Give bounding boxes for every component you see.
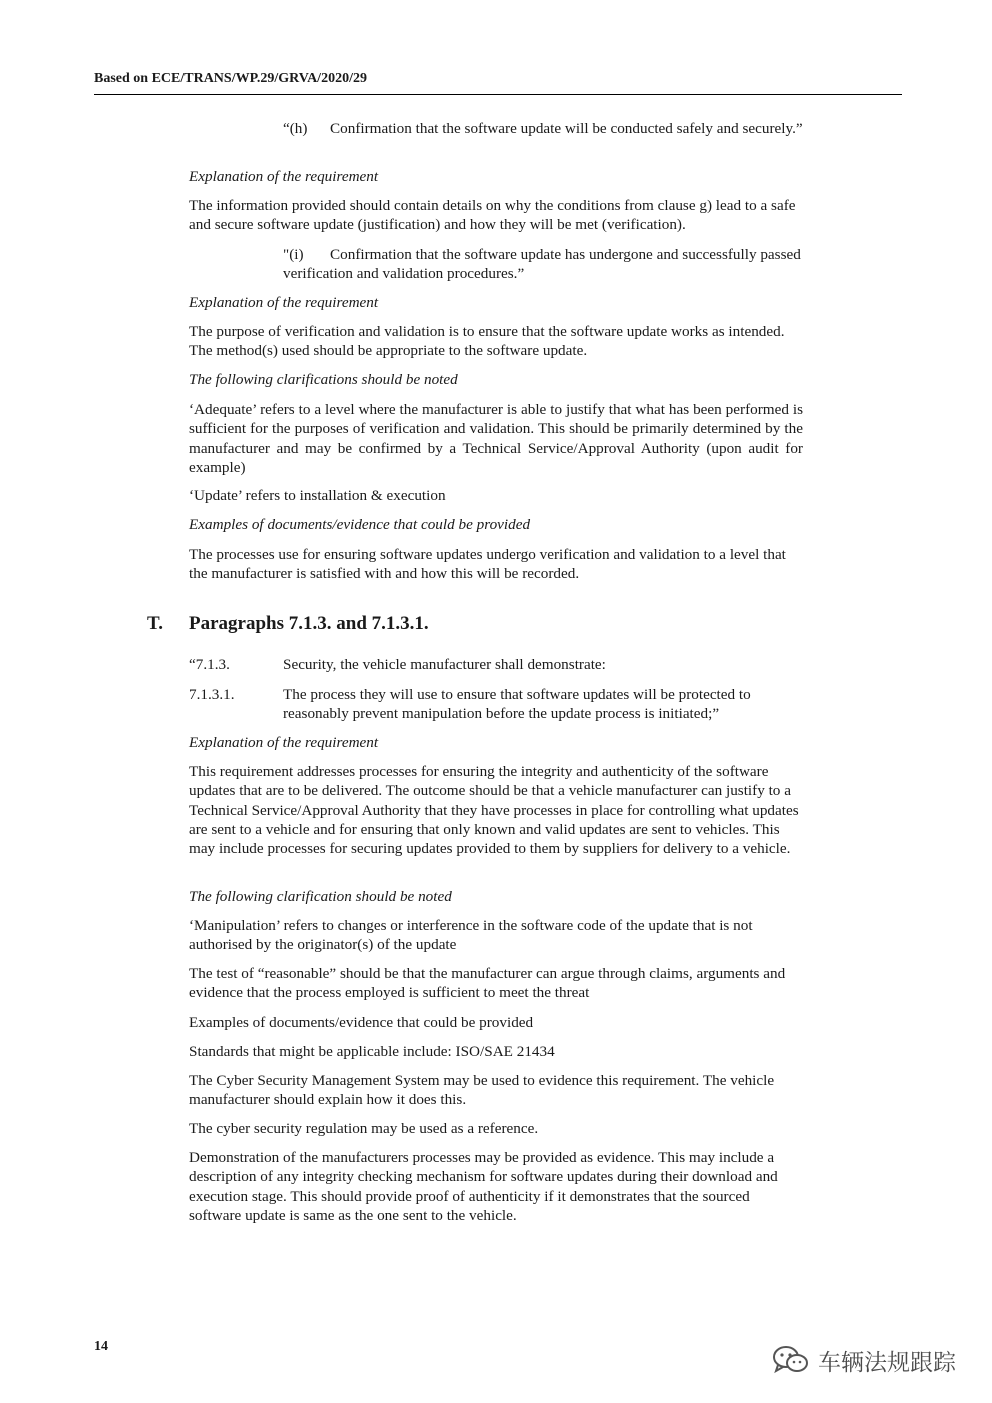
explanation-text-3: This requirement addresses processes for ensuring the integrity and authenticity of the software updates that are to be delivered. The outcome should be that a vehicle manufacturer can justify to a Technical Service/Approval Authority that they have processes in place for controlling what updates are sent to a vehicle and for ensuring that only known and valid updates are sent to vehicles. This may include processes for securing updates provided to them by suppliers for delivery to a vehicle. bbox=[189, 763, 799, 858]
quote-h bbox=[283, 119, 803, 138]
demonstration-text: Demonstration of the manufacturers processes may be provided as evidence. This may include a description of any integrity checking mechanism for software updates during their download and execution stage. This should provide proof of authenticity if it demonstrates that the sourced software update is same as the one sent to the vehicle. bbox=[189, 1149, 778, 1224]
clarification-heading-2: The following clarification should be noted bbox=[189, 888, 452, 905]
paragraph-7-1-3-1 bbox=[189, 685, 803, 725]
examples-text-1: The processes use for ensuring software updates undergo verification and validation to a level that the manufacturer is satisfied with and how this will be recorded. bbox=[189, 546, 786, 583]
explanation-text-1: The information provided should contain details on why the conditions from clause g) lead to a safe and secure software update (justification) and how they will be met (verification). bbox=[189, 197, 796, 234]
paragraph-number: 7.1.3.1. bbox=[189, 686, 235, 703]
document-header: Based on ECE/TRANS/WP.29/GRVA/2020/29 bbox=[94, 71, 367, 86]
explanation-heading-2: Explanation of the requirement bbox=[189, 294, 379, 311]
section-title: Paragraphs 7.1.3. and 7.1.3.1. bbox=[189, 613, 429, 634]
explanation-heading-3: Explanation of the requirement bbox=[189, 734, 379, 751]
adequate-definition: ‘Adequate’ refers to a level where the manufacturer is able to justify that what has been performed is sufficient for the purposes of verification and validation. This should be primarily determined by the manufacturer and may be confirmed by a Technical Service/Approval Authority (upon audit for example) bbox=[189, 401, 803, 476]
section-letter: T. bbox=[147, 613, 164, 634]
examples-heading-2: Examples of documents/evidence that could be provided bbox=[189, 1014, 534, 1031]
update-definition: ‘Update’ refers to installation & execution bbox=[189, 487, 446, 504]
quote-i bbox=[283, 245, 803, 284]
watermark-text: 车辆法规跟踪 bbox=[818, 1349, 956, 1376]
explanation-heading-1: Explanation of the requirement bbox=[189, 168, 379, 185]
quote-h-label: “(h) bbox=[283, 120, 308, 137]
quote-h-text: Confirmation that the software update will be conducted safely and securely.” bbox=[330, 120, 803, 137]
standards-text: Standards that might be applicable include: ISO/SAE 21434 bbox=[189, 1043, 555, 1060]
wechat-icon bbox=[772, 1345, 810, 1375]
quote-i-label: "(i) bbox=[283, 246, 304, 263]
header-divider bbox=[94, 94, 902, 95]
paragraph-text: Security, the vehicle manufacturer shall demonstrate: bbox=[283, 656, 606, 673]
paragraph-number: “7.1.3. bbox=[189, 656, 230, 673]
watermark bbox=[772, 1344, 956, 1376]
paragraph-text: The process they will use to ensure that software updates will be protected to reasonably prevent manipulation before the update process is initiated;” bbox=[283, 686, 751, 723]
explanation-text-2: The purpose of verification and validation is to ensure that the software update works as intended. The method(s) used should be appropriate to the software update. bbox=[189, 323, 785, 360]
csms-text: The Cyber Security Management System may be used to evidence this requirement. The vehicle manufacturer should explain how it does this. bbox=[189, 1072, 775, 1109]
quote-i-text: Confirmation that the software update has undergone and successfully passed verification and validation procedures.” bbox=[283, 246, 801, 283]
regulation-text: The cyber security regulation may be used as a reference. bbox=[189, 1120, 539, 1137]
examples-heading-1: Examples of documents/evidence that could be provided bbox=[189, 516, 531, 533]
reasonable-definition: The test of “reasonable” should be that the manufacturer can argue through claims, arguments and evidence that the process employed is sufficient to meet the threat bbox=[189, 965, 786, 1002]
manipulation-definition: ‘Manipulation’ refers to changes or interference in the software code of the update that is not authorised by the originator(s) of the update bbox=[189, 917, 753, 954]
clarifications-heading-1: The following clarifications should be noted bbox=[189, 371, 458, 388]
paragraph-7-1-3 bbox=[189, 655, 803, 675]
page-number: 14 bbox=[94, 1339, 108, 1354]
